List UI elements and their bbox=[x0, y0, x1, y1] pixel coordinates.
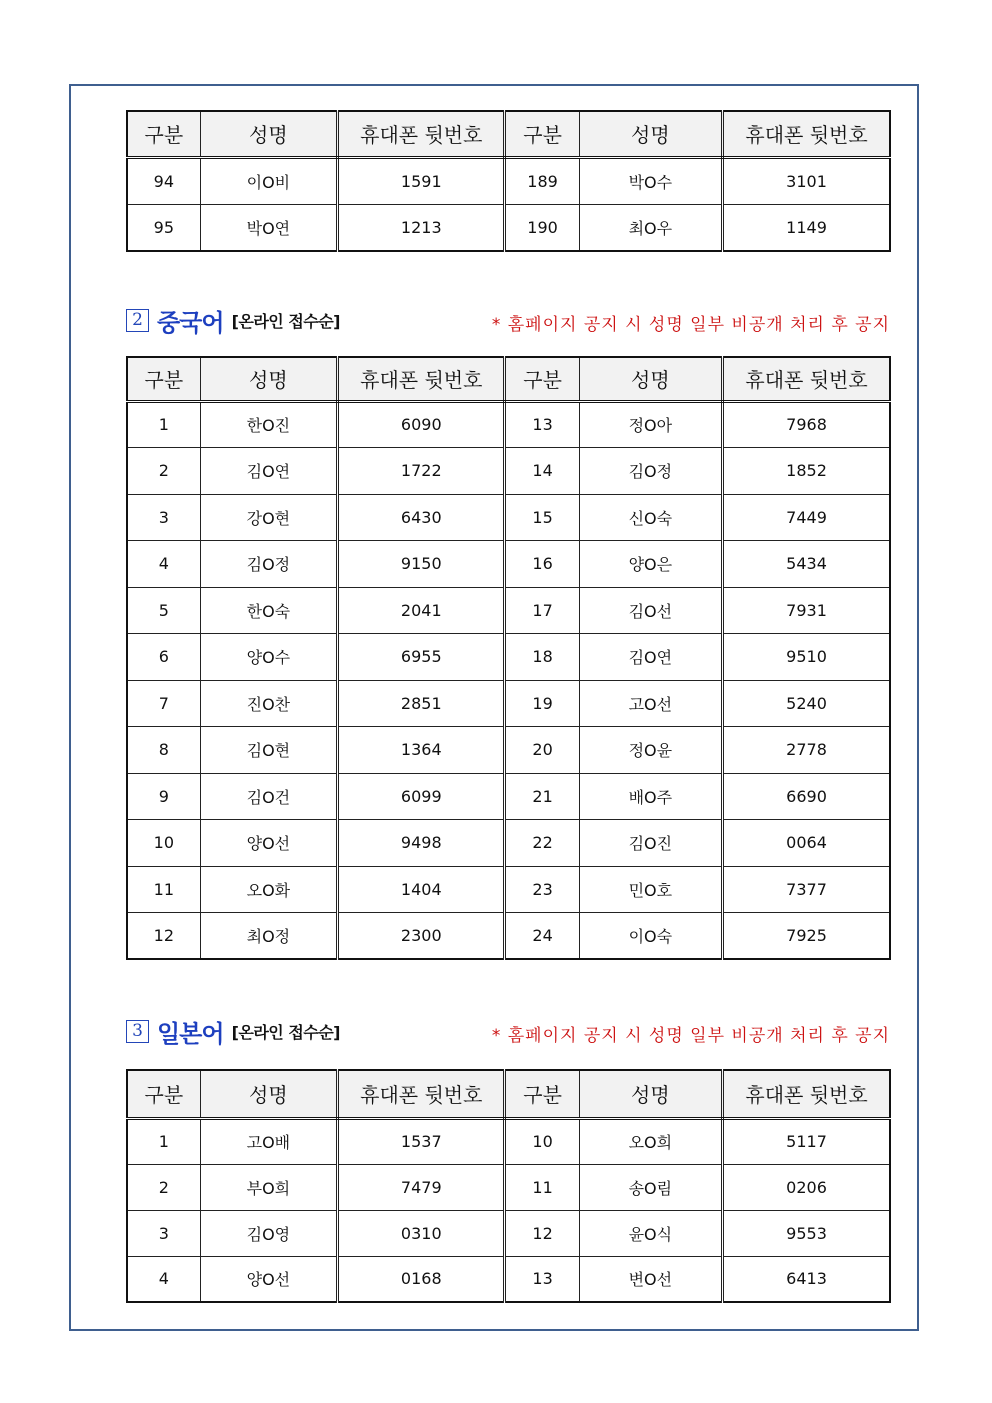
column-header: 휴대폰 뒷번호 bbox=[338, 111, 505, 157]
table-cell: 1149 bbox=[723, 204, 890, 251]
table-cell: 24 bbox=[505, 913, 579, 960]
section-language: 중국어 bbox=[157, 308, 224, 337]
table-cell: 23 bbox=[505, 866, 579, 913]
table-cell: 6413 bbox=[723, 1256, 890, 1302]
table-cell: 94 bbox=[127, 157, 200, 204]
table-cell: 1852 bbox=[723, 448, 890, 495]
table-cell: 이O숙 bbox=[579, 913, 722, 960]
table-cell: 9 bbox=[127, 773, 200, 820]
table-cell: 0206 bbox=[723, 1164, 890, 1210]
table-cell: 윤O식 bbox=[579, 1210, 722, 1256]
table-row bbox=[127, 587, 890, 634]
table-cell: 6090 bbox=[338, 401, 505, 448]
table-cell: 1 bbox=[127, 401, 200, 448]
table-cell: 190 bbox=[505, 204, 579, 251]
table-cell: 11 bbox=[127, 866, 200, 913]
table-japanese bbox=[126, 1069, 891, 1303]
table-cell: 양O선 bbox=[200, 1256, 337, 1302]
table-cell: 2851 bbox=[338, 680, 505, 727]
column-header: 휴대폰 뒷번호 bbox=[338, 357, 505, 401]
table-cell: 1537 bbox=[338, 1118, 505, 1164]
table-cell: 정O윤 bbox=[579, 727, 722, 774]
table-cell: 0168 bbox=[338, 1256, 505, 1302]
table-cell: 2778 bbox=[723, 727, 890, 774]
table-cell: 2041 bbox=[338, 587, 505, 634]
column-header: 휴대폰 뒷번호 bbox=[723, 111, 890, 157]
table-cell: 김O진 bbox=[579, 820, 722, 867]
table-cell: 21 bbox=[505, 773, 579, 820]
table-cell: 5434 bbox=[723, 541, 890, 588]
table-cell: 진O찬 bbox=[200, 680, 337, 727]
table-row bbox=[127, 1164, 890, 1210]
table-cell: 오O화 bbox=[200, 866, 337, 913]
table-cell: 3 bbox=[127, 494, 200, 541]
table-row bbox=[127, 634, 890, 681]
table-cell: 12 bbox=[127, 913, 200, 960]
table-cell: 0064 bbox=[723, 820, 890, 867]
table-cell: 10 bbox=[127, 820, 200, 867]
table-cell: 변O선 bbox=[579, 1256, 722, 1302]
table-cell: 9510 bbox=[723, 634, 890, 681]
table-cell: 22 bbox=[505, 820, 579, 867]
table-cell: 9498 bbox=[338, 820, 505, 867]
column-header: 성명 bbox=[200, 1070, 337, 1118]
table-cell: 정O아 bbox=[579, 401, 722, 448]
table-cell: 1213 bbox=[338, 204, 505, 251]
table-row bbox=[127, 680, 890, 727]
table-cell: 7925 bbox=[723, 913, 890, 960]
privacy-notice: * 홈페이지 공지 시 성명 일부 비공개 처리 후 공지 bbox=[491, 1026, 890, 1046]
table-cell: 2 bbox=[127, 448, 200, 495]
table-row bbox=[127, 866, 890, 913]
table-cell: 9150 bbox=[338, 541, 505, 588]
privacy-notice: * 홈페이지 공지 시 성명 일부 비공개 처리 후 공지 bbox=[491, 315, 890, 335]
table-cell: 김O정 bbox=[200, 541, 337, 588]
column-header: 성명 bbox=[200, 357, 337, 401]
table-row bbox=[127, 1118, 890, 1164]
table-cell: 189 bbox=[505, 157, 579, 204]
table-cell: 김O건 bbox=[200, 773, 337, 820]
table-row bbox=[127, 773, 890, 820]
table-cell: 오O희 bbox=[579, 1118, 722, 1164]
section-subtitle: [온라인 접수순] bbox=[231, 1022, 340, 1042]
table-cell: 김O현 bbox=[200, 727, 337, 774]
table-cell: 고O선 bbox=[579, 680, 722, 727]
table-row bbox=[127, 204, 890, 251]
table-cell: 95 bbox=[127, 204, 200, 251]
table-cell: 17 bbox=[505, 587, 579, 634]
table-cell: 1722 bbox=[338, 448, 505, 495]
table-cell: 최O우 bbox=[579, 204, 722, 251]
table-cell: 5240 bbox=[723, 680, 890, 727]
table-row bbox=[127, 820, 890, 867]
table-cell: 신O숙 bbox=[579, 494, 722, 541]
table-cell: 송O림 bbox=[579, 1164, 722, 1210]
table-cell: 1591 bbox=[338, 157, 505, 204]
table-cell: 12 bbox=[505, 1210, 579, 1256]
section-number: 2 bbox=[126, 309, 149, 332]
table-cell: 한O숙 bbox=[200, 587, 337, 634]
column-header: 구분 bbox=[127, 1070, 200, 1118]
table-cell: 7931 bbox=[723, 587, 890, 634]
table-cell: 최O정 bbox=[200, 913, 337, 960]
table-row bbox=[127, 913, 890, 960]
table-cell: 양O선 bbox=[200, 820, 337, 867]
column-header: 성명 bbox=[200, 111, 337, 157]
table-cell: 김O영 bbox=[200, 1210, 337, 1256]
column-header: 휴대폰 뒷번호 bbox=[338, 1070, 505, 1118]
table-row bbox=[127, 494, 890, 541]
table-cell: 김O연 bbox=[579, 634, 722, 681]
table-cell: 13 bbox=[505, 401, 579, 448]
table-cell: 부O희 bbox=[200, 1164, 337, 1210]
column-header: 구분 bbox=[127, 357, 200, 401]
table-cell: 7449 bbox=[723, 494, 890, 541]
table-cell: 13 bbox=[505, 1256, 579, 1302]
table-cell: 김O선 bbox=[579, 587, 722, 634]
table-cell: 5117 bbox=[723, 1118, 890, 1164]
table-cell: 1364 bbox=[338, 727, 505, 774]
table-cell: 6 bbox=[127, 634, 200, 681]
table-cell: 6690 bbox=[723, 773, 890, 820]
table-cell: 4 bbox=[127, 1256, 200, 1302]
table-cell: 1404 bbox=[338, 866, 505, 913]
table-cell: 3101 bbox=[723, 157, 890, 204]
table-cell: 8 bbox=[127, 727, 200, 774]
section-number: 3 bbox=[126, 1020, 149, 1043]
table-cell: 4 bbox=[127, 541, 200, 588]
table-cell: 20 bbox=[505, 727, 579, 774]
column-header: 성명 bbox=[579, 357, 722, 401]
table-cell: 김O연 bbox=[200, 448, 337, 495]
section-heading-japanese bbox=[126, 1014, 340, 1048]
column-header: 휴대폰 뒷번호 bbox=[723, 357, 890, 401]
table-cell: 양O수 bbox=[200, 634, 337, 681]
table-cell: 6099 bbox=[338, 773, 505, 820]
table-cell: 민O호 bbox=[579, 866, 722, 913]
table-cell: 1 bbox=[127, 1118, 200, 1164]
table-cell: 7479 bbox=[338, 1164, 505, 1210]
table-cell: 14 bbox=[505, 448, 579, 495]
table-row bbox=[127, 401, 890, 448]
table-row bbox=[127, 541, 890, 588]
table-cell: 양O은 bbox=[579, 541, 722, 588]
column-header: 성명 bbox=[579, 1070, 722, 1118]
table-cell: 박O연 bbox=[200, 204, 337, 251]
table-row bbox=[127, 448, 890, 495]
table-cell: 5 bbox=[127, 587, 200, 634]
column-header: 구분 bbox=[505, 111, 579, 157]
section-subtitle: [온라인 접수순] bbox=[231, 311, 340, 331]
section-heading-chinese bbox=[126, 303, 340, 337]
column-header: 구분 bbox=[127, 111, 200, 157]
table-cell: 7968 bbox=[723, 401, 890, 448]
table-cell: 3 bbox=[127, 1210, 200, 1256]
table-cell: 6430 bbox=[338, 494, 505, 541]
table-cell: 10 bbox=[505, 1118, 579, 1164]
table-cell: 19 bbox=[505, 680, 579, 727]
table-cell: 2300 bbox=[338, 913, 505, 960]
column-header: 성명 bbox=[579, 111, 722, 157]
table-cell: 강O현 bbox=[200, 494, 337, 541]
table-cell: 2 bbox=[127, 1164, 200, 1210]
table-chinese bbox=[126, 356, 891, 960]
column-header: 휴대폰 뒷번호 bbox=[723, 1070, 890, 1118]
section-language: 일본어 bbox=[157, 1019, 224, 1048]
table-continued bbox=[126, 110, 891, 252]
table-cell: 11 bbox=[505, 1164, 579, 1210]
table-cell: 7 bbox=[127, 680, 200, 727]
table-cell: 0310 bbox=[338, 1210, 505, 1256]
column-header: 구분 bbox=[505, 1070, 579, 1118]
table-cell: 6955 bbox=[338, 634, 505, 681]
table-cell: 김O정 bbox=[579, 448, 722, 495]
table-row bbox=[127, 1210, 890, 1256]
column-header: 구분 bbox=[505, 357, 579, 401]
table-cell: 이O비 bbox=[200, 157, 337, 204]
table-row bbox=[127, 727, 890, 774]
table-cell: 9553 bbox=[723, 1210, 890, 1256]
table-cell: 배O주 bbox=[579, 773, 722, 820]
table-row bbox=[127, 1256, 890, 1302]
table-cell: 18 bbox=[505, 634, 579, 681]
table-cell: 7377 bbox=[723, 866, 890, 913]
table-cell: 박O수 bbox=[579, 157, 722, 204]
table-cell: 고O배 bbox=[200, 1118, 337, 1164]
table-cell: 한O진 bbox=[200, 401, 337, 448]
table-cell: 16 bbox=[505, 541, 579, 588]
table-cell: 15 bbox=[505, 494, 579, 541]
table-row bbox=[127, 157, 890, 204]
